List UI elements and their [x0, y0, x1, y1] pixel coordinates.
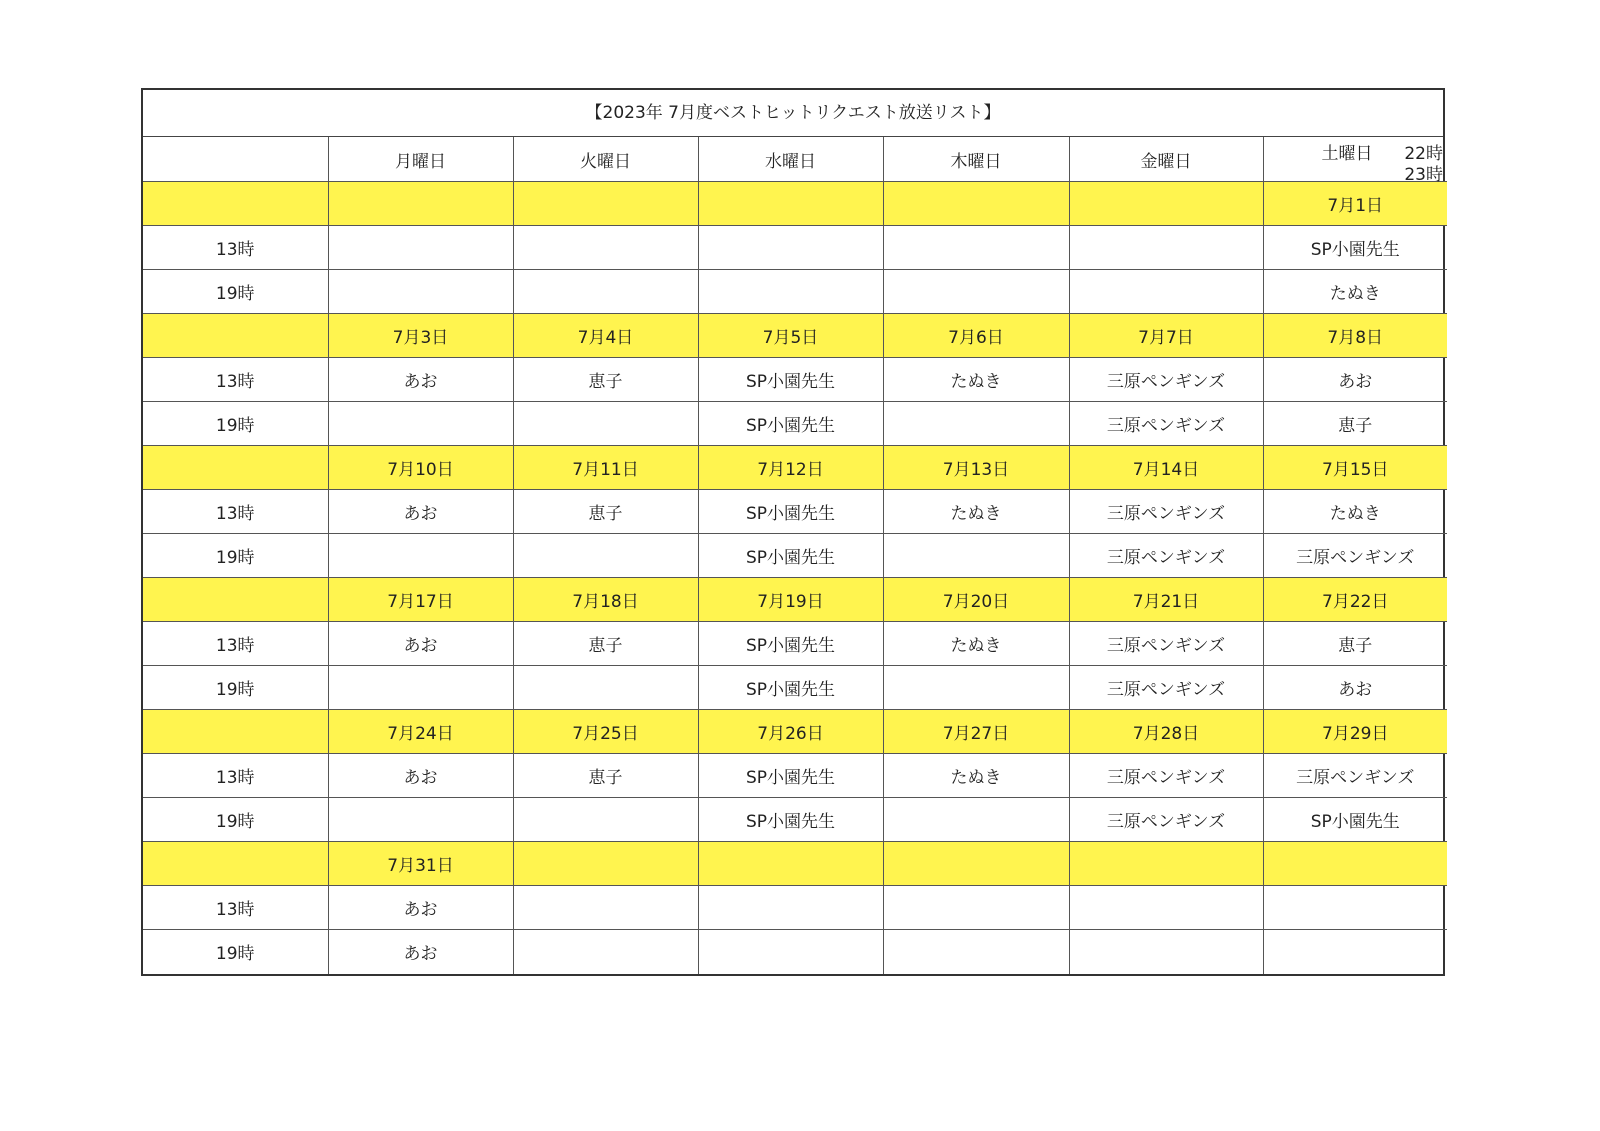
time-slot-row [143, 666, 1447, 710]
program-cell [698, 930, 883, 974]
program-cell: SP小園先生 [698, 358, 883, 402]
program-cell [328, 270, 513, 314]
time-slot-row [143, 270, 1447, 314]
schedule-table [143, 137, 1447, 974]
date-cell [513, 842, 698, 886]
program-cell [1069, 886, 1263, 930]
date-row [143, 314, 1447, 358]
program-cell [883, 534, 1069, 578]
program-cell [328, 666, 513, 710]
schedule-sheet [141, 88, 1445, 976]
program-cell: たぬき [883, 622, 1069, 666]
page-title: 【2023年 7月度ベストヒットリクエスト放送リスト】 [143, 90, 1443, 137]
program-cell [513, 666, 698, 710]
program-cell [513, 270, 698, 314]
time-label: 13時 [143, 490, 328, 534]
time-label: 19時 [143, 270, 328, 314]
program-cell [328, 402, 513, 446]
saturday-label: 土曜日 [1321, 144, 1373, 164]
date-cell [1263, 842, 1447, 886]
time-label: 13時 [143, 622, 328, 666]
date-cell: 7月12日 [698, 446, 883, 490]
date-cell: 7月15日 [1263, 446, 1447, 490]
program-cell: SP小園先生 [698, 666, 883, 710]
program-cell: 三原ペンギンズ [1069, 402, 1263, 446]
program-cell [883, 270, 1069, 314]
program-cell: 恵子 [513, 358, 698, 402]
program-cell: 三原ペンギンズ [1263, 754, 1447, 798]
program-cell: 三原ペンギンズ [1069, 358, 1263, 402]
header-friday: 金曜日 [1069, 137, 1263, 182]
date-cell [698, 842, 883, 886]
program-cell: 三原ペンギンズ [1069, 798, 1263, 842]
program-cell: 三原ペンギンズ [1069, 666, 1263, 710]
time-label: 19時 [143, 798, 328, 842]
program-cell [1069, 226, 1263, 270]
time-label: 19時 [143, 534, 328, 578]
program-cell [328, 534, 513, 578]
program-cell: あお [1263, 666, 1447, 710]
program-cell: あお [328, 930, 513, 974]
date-cell [698, 182, 883, 226]
date-row [143, 842, 1447, 886]
program-cell: 恵子 [513, 490, 698, 534]
date-cell: 7月26日 [698, 710, 883, 754]
date-row [143, 182, 1447, 226]
time-slot-row [143, 886, 1447, 930]
date-row [143, 578, 1447, 622]
program-cell [1069, 930, 1263, 974]
date-cell: 7月13日 [883, 446, 1069, 490]
time-label: 13時 [143, 886, 328, 930]
program-cell [513, 886, 698, 930]
program-cell: SP小園先生 [1263, 798, 1447, 842]
program-cell: SP小園先生 [698, 490, 883, 534]
program-cell: SP小園先生 [1263, 226, 1447, 270]
date-cell: 7月28日 [1069, 710, 1263, 754]
time-label: 19時 [143, 666, 328, 710]
program-cell [1263, 886, 1447, 930]
time-slot-row [143, 754, 1447, 798]
time-label: 13時 [143, 226, 328, 270]
date-cell [883, 842, 1069, 886]
saturday-time-22: 22時 [1404, 144, 1443, 164]
program-cell: たぬき [1263, 490, 1447, 534]
program-cell [513, 226, 698, 270]
program-cell: あお [328, 622, 513, 666]
time-slot-row [143, 358, 1447, 402]
date-cell: 7月20日 [883, 578, 1069, 622]
program-cell [328, 798, 513, 842]
program-cell [513, 798, 698, 842]
program-cell: たぬき [1263, 270, 1447, 314]
date-cell: 7月18日 [513, 578, 698, 622]
program-cell: あお [328, 358, 513, 402]
program-cell [1263, 930, 1447, 974]
time-slot-row [143, 930, 1447, 974]
date-cell: 7月4日 [513, 314, 698, 358]
time-slot-row [143, 534, 1447, 578]
program-cell: あお [328, 886, 513, 930]
time-label: 19時 [143, 402, 328, 446]
program-cell [698, 886, 883, 930]
date-row-label-cell [143, 710, 328, 754]
program-cell: たぬき [883, 490, 1069, 534]
date-cell: 7月10日 [328, 446, 513, 490]
date-cell [883, 182, 1069, 226]
program-cell: 恵子 [513, 622, 698, 666]
date-cell: 7月17日 [328, 578, 513, 622]
date-cell: 7月22日 [1263, 578, 1447, 622]
program-cell: SP小園先生 [698, 622, 883, 666]
program-cell: SP小園先生 [698, 534, 883, 578]
program-cell [698, 226, 883, 270]
program-cell [883, 798, 1069, 842]
program-cell: SP小園先生 [698, 798, 883, 842]
date-cell: 7月21日 [1069, 578, 1263, 622]
date-cell: 7月31日 [328, 842, 513, 886]
program-cell: 三原ペンギンズ [1069, 622, 1263, 666]
header-wednesday: 水曜日 [698, 137, 883, 182]
program-cell: 三原ペンギンズ [1069, 754, 1263, 798]
time-slot-row [143, 622, 1447, 666]
program-cell: 三原ペンギンズ [1069, 490, 1263, 534]
date-cell [1069, 842, 1263, 886]
header-saturday [1263, 137, 1447, 185]
date-cell: 7月1日 [1263, 182, 1447, 226]
date-cell: 7月27日 [883, 710, 1069, 754]
time-slot-row [143, 798, 1447, 842]
time-slot-row [143, 490, 1447, 534]
program-cell: あお [1263, 358, 1447, 402]
date-cell: 7月11日 [513, 446, 698, 490]
program-cell [883, 226, 1069, 270]
date-cell: 7月8日 [1263, 314, 1447, 358]
time-label: 13時 [143, 358, 328, 402]
program-cell: SP小園先生 [698, 402, 883, 446]
program-cell [698, 270, 883, 314]
date-cell: 7月7日 [1069, 314, 1263, 358]
program-cell: 恵子 [1263, 402, 1447, 446]
time-slot-row [143, 402, 1447, 446]
program-cell: 三原ペンギンズ [1069, 534, 1263, 578]
date-cell: 7月6日 [883, 314, 1069, 358]
date-row-label-cell [143, 182, 328, 226]
program-cell [513, 402, 698, 446]
program-cell: たぬき [883, 358, 1069, 402]
date-row-label-cell [143, 578, 328, 622]
saturday-time-23: 23時 [1404, 165, 1443, 185]
program-cell [513, 930, 698, 974]
program-cell: あお [328, 490, 513, 534]
date-cell: 7月5日 [698, 314, 883, 358]
program-cell [883, 930, 1069, 974]
time-slot-row [143, 226, 1447, 270]
weekday-header-row [143, 137, 1447, 182]
date-cell: 7月29日 [1263, 710, 1447, 754]
program-cell [513, 534, 698, 578]
program-cell [328, 226, 513, 270]
date-row [143, 710, 1447, 754]
date-cell: 7月25日 [513, 710, 698, 754]
date-cell: 7月14日 [1069, 446, 1263, 490]
header-monday: 月曜日 [328, 137, 513, 182]
date-cell: 7月24日 [328, 710, 513, 754]
date-row [143, 446, 1447, 490]
date-cell [1069, 182, 1263, 226]
date-row-label-cell [143, 842, 328, 886]
header-thursday: 木曜日 [883, 137, 1069, 182]
program-cell: あお [328, 754, 513, 798]
date-cell: 7月3日 [328, 314, 513, 358]
program-cell [883, 402, 1069, 446]
date-row-label-cell [143, 446, 328, 490]
program-cell: 三原ペンギンズ [1263, 534, 1447, 578]
header-corner-cell [143, 137, 328, 182]
program-cell: 恵子 [1263, 622, 1447, 666]
date-row-label-cell [143, 314, 328, 358]
program-cell: たぬき [883, 754, 1069, 798]
program-cell: SP小園先生 [698, 754, 883, 798]
program-cell [1069, 270, 1263, 314]
header-tuesday: 火曜日 [513, 137, 698, 182]
date-cell [328, 182, 513, 226]
time-label: 13時 [143, 754, 328, 798]
date-cell [513, 182, 698, 226]
time-label: 19時 [143, 930, 328, 974]
date-cell: 7月19日 [698, 578, 883, 622]
program-cell [883, 666, 1069, 710]
program-cell [883, 886, 1069, 930]
program-cell: 恵子 [513, 754, 698, 798]
